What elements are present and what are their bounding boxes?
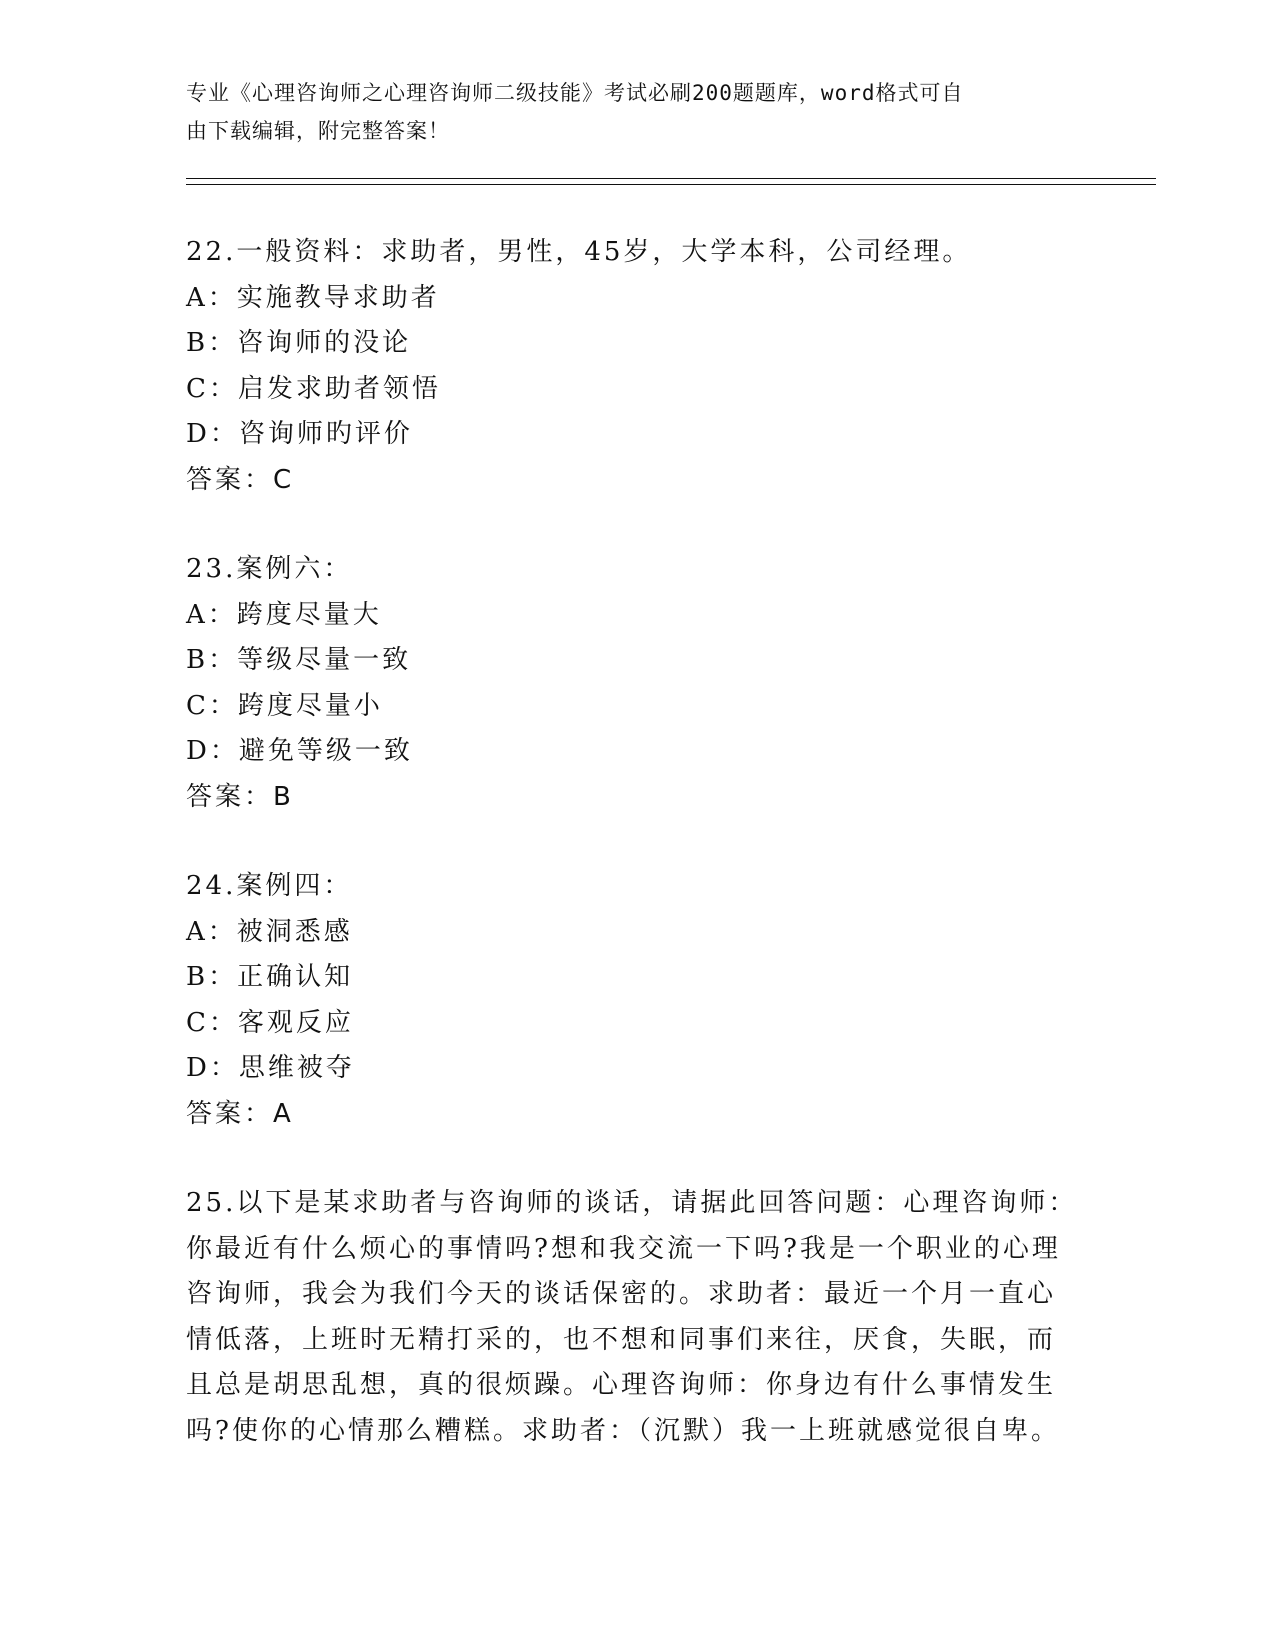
header-divider — [186, 178, 1156, 185]
option-c: C：跨度尽量小 — [186, 690, 383, 721]
option-d: D：思维被夺 — [186, 1053, 355, 1083]
answer: 答案：C — [186, 464, 295, 495]
question-stem-line: 情低落，上班时无精打采的，也不想和同事们来往，厌食，失眠，而 — [186, 1324, 1057, 1355]
question-stem: 24.案例四： — [186, 871, 353, 901]
answer: 答案：A — [186, 1098, 294, 1129]
option-c: C：启发求助者领悟 — [186, 373, 441, 404]
question-stem: 22.一般资料：求助者，男性，45岁，大学本科，公司经理。 — [186, 237, 972, 267]
question-22 — [186, 230, 1066, 503]
question-stem-line: 25.以下是某求助者与咨询师的谈话，请据此回答问题：心理咨询师： — [186, 1188, 1078, 1218]
option-d: D：咨询师旳评价 — [186, 419, 413, 449]
question-stem-line: 咨询师，我会为我们今天的谈话保密的。求助者：最近一个月一直心 — [186, 1279, 1057, 1309]
answer: 答案：B — [186, 781, 294, 812]
header-line-2: 由下载编辑，附完整答案！ — [186, 119, 450, 143]
question-stem-line: 吗?使你的心情那么糟糕。求助者：（沉默）我一上班就感觉很自卑。 — [186, 1415, 1060, 1446]
question-23 — [186, 547, 1066, 820]
page-header — [186, 74, 1066, 150]
option-b: B：等级尽量一致 — [186, 645, 412, 675]
question-list — [186, 230, 1078, 1498]
option-d: D：避免等级一致 — [186, 736, 413, 766]
header-line-1: 专业《心理咨询师之心理咨询师二级技能》考试必刷200题题库，word格式可自 — [186, 81, 964, 105]
option-b: B：咨询师的没论 — [186, 328, 412, 358]
question-stem: 23.案例六： — [186, 554, 353, 584]
question-stem-line: 你最近有什么烦心的事情吗?想和我交流一下吗?我是一个职业的心理 — [186, 1233, 1061, 1264]
option-a: A：实施教导求助者 — [186, 282, 440, 313]
question-24 — [186, 864, 1066, 1137]
option-b: B：正确认知 — [186, 962, 354, 992]
question-stem-line: 且总是胡思乱想，真的很烦躁。心理咨询师：你身边有什么事情发生 — [186, 1370, 1057, 1400]
option-a: A：被洞悉感 — [186, 916, 353, 947]
question-25 — [186, 1181, 1078, 1454]
option-c: C：客观反应 — [186, 1007, 354, 1038]
option-a: A：跨度尽量大 — [186, 599, 382, 630]
